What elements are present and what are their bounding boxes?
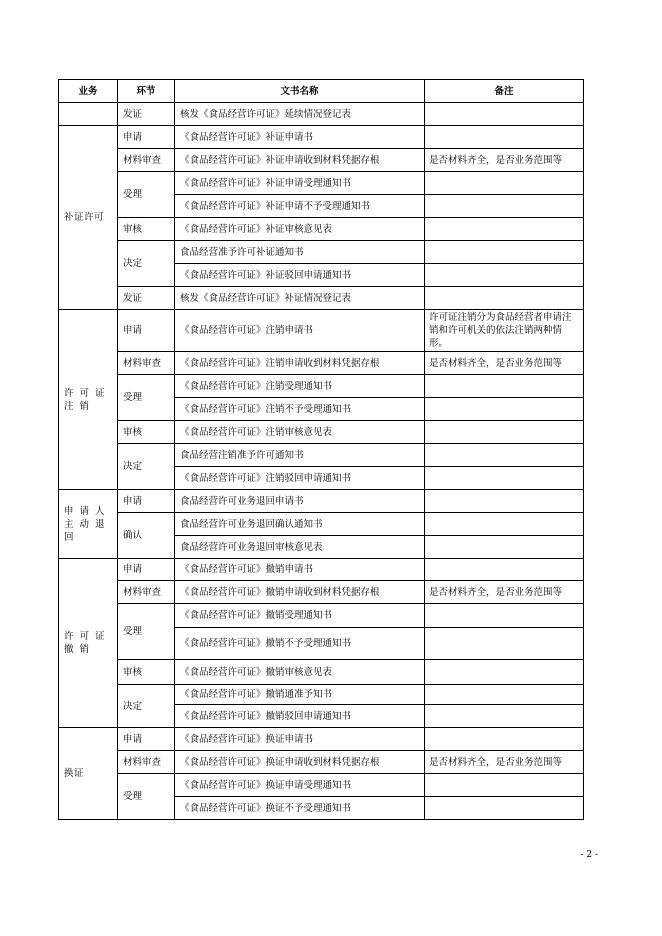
- table-row: [59, 728, 584, 751]
- document-cell: 《食品经营许可证》注销受理通知书: [175, 375, 425, 398]
- stage-cell: 审核: [118, 660, 175, 685]
- remark-cell: [425, 375, 584, 398]
- table-row: [59, 352, 584, 375]
- stage-cell: 发证: [118, 103, 175, 126]
- remark-cell: [425, 685, 584, 705]
- document-cell: 《食品经营许可证》撤销驳回申请通知书: [175, 705, 425, 728]
- document-cell: 《食品经营许可证》补证申请不予受理通知书: [175, 195, 425, 218]
- header-remarks: 备注: [425, 80, 584, 103]
- table-row: [59, 444, 584, 467]
- table-row: [59, 375, 584, 398]
- stage-cell: 材料审查: [118, 149, 175, 172]
- document-cell: 《食品经营许可证》撤销申请收到材料凭据存根: [175, 581, 425, 604]
- remark-cell: [425, 126, 584, 149]
- header-document-name: 文书名称: [175, 80, 425, 103]
- table-row: [59, 490, 584, 513]
- remark-cell: [425, 728, 584, 751]
- stage-cell: 材料审查: [118, 352, 175, 375]
- table-row: [59, 774, 584, 797]
- header-business: 业务: [59, 80, 118, 103]
- remark-cell: [425, 398, 584, 421]
- document-cell: 《食品经营许可证》注销申请收到材料凭据存根: [175, 352, 425, 375]
- stage-cell: 受理: [118, 375, 175, 421]
- stage-cell: 受理: [118, 604, 175, 660]
- stage-cell: 受理: [118, 172, 175, 218]
- table-row: [59, 751, 584, 774]
- table-row: [59, 685, 584, 705]
- stage-cell: 决定: [118, 685, 175, 728]
- document-cell: 《食品经营许可证》补证申请书: [175, 126, 425, 149]
- remark-cell: [425, 195, 584, 218]
- document-cell: 《食品经营许可证》补证审核意见表: [175, 218, 425, 241]
- document-cell: 《食品经营许可证》撤销申请书: [175, 559, 425, 581]
- document-cell: 《食品经营许可证》撤销通准予知书: [175, 685, 425, 705]
- page-number: - 2 -: [580, 850, 598, 860]
- business-cell: 补证许可: [59, 126, 118, 310]
- remark-cell: [425, 559, 584, 581]
- document-cell: 《食品经营许可证》换证申请受理通知书: [175, 774, 425, 797]
- remark-cell: 是否材料齐全，是否业务范围等: [425, 581, 584, 604]
- remark-cell: [425, 513, 584, 536]
- table-row: [59, 126, 584, 149]
- stage-cell: 确认: [118, 513, 175, 559]
- remark-cell: [425, 467, 584, 490]
- table-row: [59, 287, 584, 310]
- table-row: [59, 581, 584, 604]
- document-cell: 核发《食品经营许可证》补证情况登记表: [175, 287, 425, 310]
- table-header-row: [59, 80, 584, 103]
- business-cell: 申请人主动退回: [59, 490, 118, 559]
- document-cell: 《食品经营许可证》撤销受理通知书: [175, 604, 425, 628]
- stage-cell: 审核: [118, 218, 175, 241]
- stage-cell: 申请: [118, 310, 175, 352]
- remark-cell: [425, 264, 584, 287]
- stage-cell: 申请: [118, 490, 175, 513]
- business-cell: 许可证注销: [59, 310, 118, 490]
- remark-cell: [425, 172, 584, 195]
- document-table: [58, 79, 584, 820]
- document-cell: 《食品经营许可证》换证不予受理通知书: [175, 797, 425, 820]
- remark-cell: [425, 774, 584, 797]
- remark-cell: [425, 604, 584, 628]
- document-cell: 《食品经营许可证》补证申请收到材料凭据存根: [175, 149, 425, 172]
- remark-cell: [425, 421, 584, 444]
- header-stage: 环节: [118, 80, 175, 103]
- table-row: [59, 241, 584, 264]
- table-row: [59, 172, 584, 195]
- stage-cell: 材料审查: [118, 581, 175, 604]
- document-cell: 《食品经营许可证》撤销审核意见表: [175, 660, 425, 685]
- remark-cell: [425, 660, 584, 685]
- stage-cell: 材料审查: [118, 751, 175, 774]
- table-row: [59, 218, 584, 241]
- table-row: [59, 513, 584, 536]
- remark-cell: 是否材料齐全，是否业务范围等: [425, 352, 584, 375]
- stage-cell: 申请: [118, 126, 175, 149]
- document-cell: 《食品经营许可证》注销驳回申请通知书: [175, 467, 425, 490]
- document-cell: 《食品经营许可证》换证申请书: [175, 728, 425, 751]
- stage-cell: 申请: [118, 559, 175, 581]
- document-cell: 核发《食品经营许可证》延续情况登记表: [175, 103, 425, 126]
- table-row: [59, 310, 584, 352]
- remark-cell: [425, 797, 584, 820]
- remark-cell: 许可证注销分为食品经营者申请注销和许可机关的依法注销两种情形。: [425, 310, 584, 352]
- document-cell: 《食品经营许可证》注销不予受理通知书: [175, 398, 425, 421]
- remark-cell: [425, 218, 584, 241]
- table-row: [59, 149, 584, 172]
- stage-cell: 决定: [118, 444, 175, 490]
- remark-cell: [425, 628, 584, 660]
- document-cell: 《食品经营许可证》注销审核意见表: [175, 421, 425, 444]
- stage-cell: 审核: [118, 421, 175, 444]
- document-cell: 食品经营准予许可补证通知书: [175, 241, 425, 264]
- document-cell: 食品经营许可业务退回申请书: [175, 490, 425, 513]
- remark-cell: [425, 103, 584, 126]
- document-cell: 《食品经营许可证》撤销不予受理通知书: [175, 628, 425, 660]
- document-cell: 《食品经营许可证》补证申请受理通知书: [175, 172, 425, 195]
- remark-cell: 是否材料齐全，是否业务范围等: [425, 751, 584, 774]
- remark-cell: [425, 287, 584, 310]
- document-cell: 食品经营注销准予许可通知书: [175, 444, 425, 467]
- stage-cell: 决定: [118, 241, 175, 287]
- table-row: [59, 421, 584, 444]
- stage-cell: 受理: [118, 774, 175, 820]
- table-row: [59, 559, 584, 581]
- business-cell: 许可证撤销: [59, 559, 118, 728]
- remark-cell: 是否材料齐全，是否业务范围等: [425, 149, 584, 172]
- document-cell: 《食品经营许可证》补证驳回申请通知书: [175, 264, 425, 287]
- stage-cell: 申请: [118, 728, 175, 751]
- stage-cell: 发证: [118, 287, 175, 310]
- business-cell: 换证: [59, 728, 118, 820]
- table-row: [59, 604, 584, 628]
- document-cell: 《食品经营许可证》换证申请收到材料凭据存根: [175, 751, 425, 774]
- remark-cell: [425, 241, 584, 264]
- remark-cell: [425, 705, 584, 728]
- document-cell: 食品经营许可业务退回审核意见表: [175, 536, 425, 559]
- table-row: [59, 103, 584, 126]
- remark-cell: [425, 490, 584, 513]
- table-row: [59, 660, 584, 685]
- business-cell: [59, 103, 118, 126]
- remark-cell: [425, 536, 584, 559]
- remark-cell: [425, 444, 584, 467]
- document-cell: 《食品经营许可证》注销申请书: [175, 310, 425, 352]
- document-cell: 食品经营许可业务退回确认通知书: [175, 513, 425, 536]
